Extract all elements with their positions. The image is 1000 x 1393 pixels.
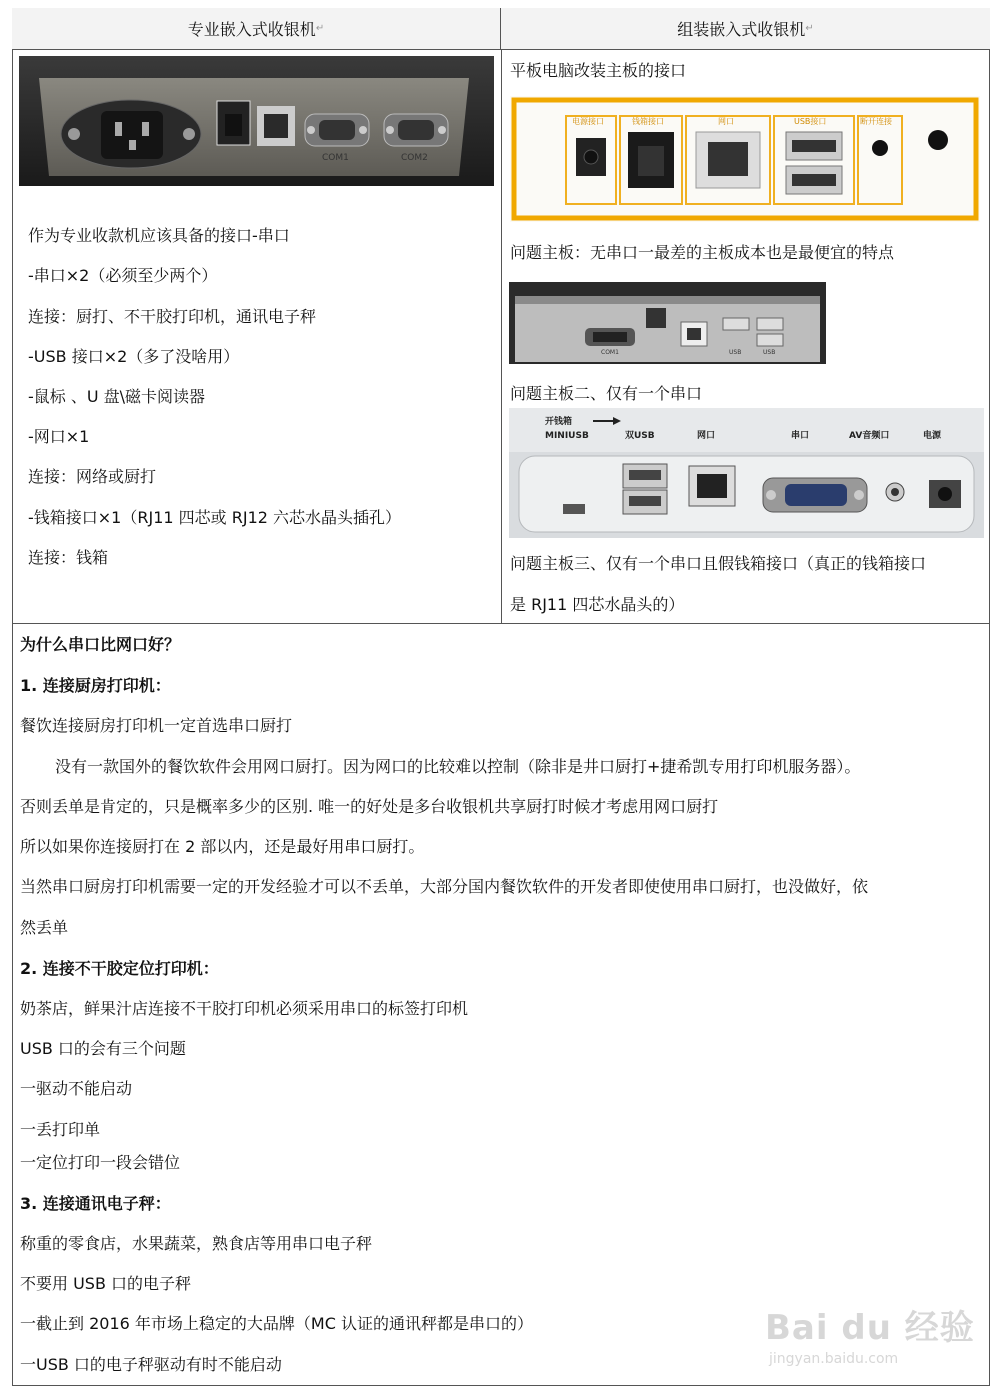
body-line-11: USB 口的会有三个问题 <box>20 1039 186 1058</box>
body-line-10: 奶茶店，鲜果汁店连接不干胶打印机必须采用串口的标签打印机 <box>20 999 469 1018</box>
pos-rear-panel-photo <box>19 56 494 186</box>
board2-label-usb2: USB <box>763 349 776 356</box>
left-line-3: 连接：厨打、不干胶打印机，通讯电子秤 <box>28 307 317 326</box>
right-caption-3a: 问题主板三、仅有一个串口且假钱箱接口（真正的钱箱接口 <box>510 554 927 573</box>
left-line-9: 连接：钱箱 <box>28 548 109 567</box>
board1-label-lan: 网口 <box>718 117 734 126</box>
left-line-8: -钱箱接口×1（RJ11 四芯或 RJ12 六芯水晶头插孔） <box>28 508 402 527</box>
body-line-16: 称重的零食店，水果蔬菜，熟食店等用串口电子秤 <box>20 1234 373 1253</box>
header-professional-label: 专业嵌入式收银机 <box>187 20 316 39</box>
body-line-19: 一USB 口的电子秤驱动有时不能启动 <box>20 1355 282 1374</box>
board1-label-power: 电源接口 <box>572 117 604 126</box>
header-professional: 专业嵌入式收银机 ↵ <box>12 8 501 50</box>
header-assembled: 组装嵌入式收银机 ↵ <box>501 8 990 50</box>
right-caption-1: 问题主板：无串口一最差的主板成本也是最便宜的特点 <box>510 243 895 262</box>
board3-label-lan: 网口 <box>697 431 716 441</box>
board2-label-com1: COM1 <box>601 349 619 356</box>
body-line-5: 否则丢单是肯定的，只是概率多少的区别. 唯一的好处是多台收银机共享厨打时候才考虑用网口厨打 <box>20 797 719 816</box>
left-line-7: 连接：网络或厨打 <box>28 467 157 486</box>
board1-label-disconnect: 断开连接 <box>860 117 892 126</box>
body-line-7: 当然串口厨房打印机需要一定的开发经验才可以不丢单，大部分国内餐饮软件的开发者即使使用串口厨打，也没做好，依 <box>20 877 869 896</box>
body-line-13: 一丢打印单 <box>20 1120 101 1139</box>
column-divider <box>501 50 502 623</box>
watermark-url: jingyan.baidu.com <box>769 1351 899 1367</box>
left-line-6: -网口×1 <box>28 427 90 446</box>
left-line-2: -串口×2（必须至少两个） <box>28 266 218 285</box>
body-heading: 为什么串口比网口好？ <box>20 635 181 654</box>
board3-label-miniusb: MINIUSB <box>545 431 589 441</box>
left-line-5: -鼠标 、U 盘\磁卡阅读器 <box>28 387 206 406</box>
board1-diagram <box>510 96 980 222</box>
body-line-3: 餐饮连接厨房打印机一定首选串口厨打 <box>20 716 293 735</box>
baidu-watermark <box>765 1300 975 1367</box>
board2-photo <box>509 282 826 364</box>
body-line-14: 一定位打印一段会错位 <box>20 1153 181 1172</box>
board3-label-dual-usb: 双USB <box>625 431 655 441</box>
board3-label-av: AV音频口 <box>849 431 890 441</box>
left-line-4: -USB 接口×2（多了没啥用） <box>28 347 240 366</box>
watermark-brand: Bai du 经验 <box>765 1308 975 1348</box>
board3-label-serial: 串口 <box>791 431 810 441</box>
body-line-8: 然丢单 <box>20 918 69 937</box>
body-line-17: 不要用 USB 口的电子秤 <box>20 1274 192 1293</box>
body-line-12: 一驱动不能启动 <box>20 1079 133 1098</box>
body-line-6: 所以如果你连接厨打在 2 部以内，还是最好用串口厨打。 <box>20 837 425 856</box>
board3-label-cashbox: 开钱箱 <box>545 417 573 427</box>
right-caption-3b: 是 RJ11 四芯水晶头的） <box>510 595 685 614</box>
right-caption-2: 问题主板二、仅有一个串口 <box>510 384 703 403</box>
body-section-3-title: 3. 连接通讯电子秤： <box>20 1194 171 1213</box>
board2-label-usb1: USB <box>729 349 742 356</box>
right-title: 平板电脑改装主板的接口 <box>510 61 687 80</box>
left-line-1: 作为专业收款机应该具备的接口-串口 <box>28 226 290 245</box>
board1-label-cashbox: 钱箱接口 <box>632 117 664 126</box>
body-section-1-title: 1. 连接厨房打印机： <box>20 676 171 695</box>
board1-label-usb: USB接口 <box>794 117 827 126</box>
header-assembled-label: 组装嵌入式收银机 <box>677 20 806 39</box>
body-section-2-title: 2. 连接不干胶定位打印机： <box>20 959 219 978</box>
board3-photo <box>509 408 984 538</box>
body-line-4: 没有一款国外的餐饮软件会用网口厨打。因为网口的比较难以控制（除非是井口厨打+捷希凯专用打印机服务器）。 <box>55 757 861 776</box>
row-divider <box>12 623 990 624</box>
body-line-18: 一截止到 2016 年市场上稳定的大品牌（MC 认证的通讯秤都是串口的） <box>20 1314 533 1333</box>
board3-label-power: 电源 <box>923 431 942 441</box>
photo1-com2-label: COM2 <box>401 153 428 163</box>
photo1-com1-label: COM1 <box>322 153 349 163</box>
